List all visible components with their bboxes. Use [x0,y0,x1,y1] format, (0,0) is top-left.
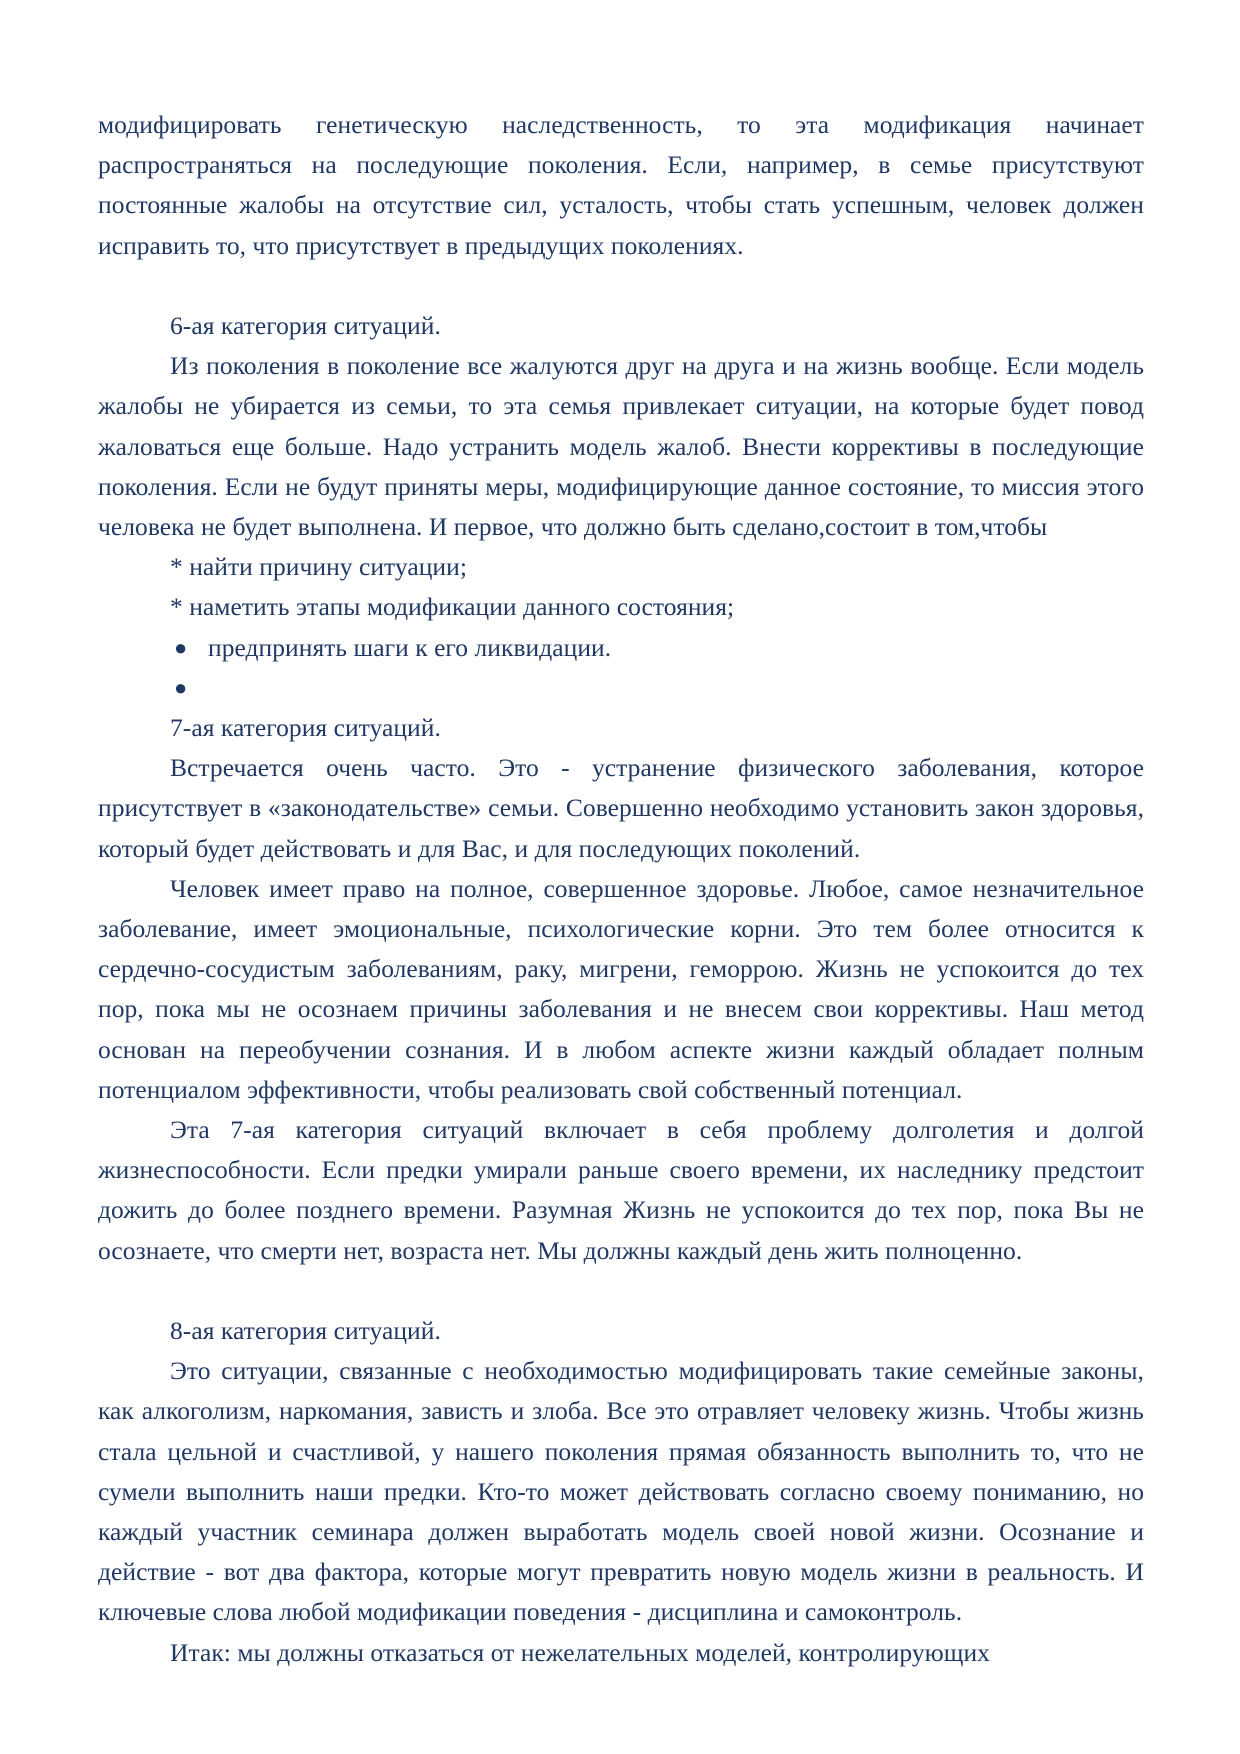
dot-bullet-text: предпринять шаги к его ликвидации. [208,632,612,662]
star-bullet-text: * найти причину ситуации; [170,552,467,582]
star-bullet-text: * наметить этапы модификации данного состояния; [170,592,735,622]
star-bullet-list [98,547,1144,627]
dot-bullet-list [98,628,1144,708]
paragraph-category-6: Из поколения в поколение все жалуются друг на друга и на жизнь вообще. Если модель жалобы не убирается из семьи, то эта семья привлекает ситуации, на которые будет повод жаловаться еще больше. Надо устранить модель жалоб. Внести коррективы в последующие поколения. Если не будут приняты меры, модифицирующие данное состояние, то миссия этого человека не будет выполнена. И первое, что должно быть сделано,состоит в том,чтобы [98,351,1144,542]
heading-category-7: 7-ая категория ситуаций. [170,713,441,743]
list-item [98,587,1144,627]
paragraph-category-7-b: Человек имеет право на полное, совершенное здоровье. Любое, самое незначительное заболевание, имеет эмоциональные, психологические корни. Это тем более относится к сердечно-сосудистым заболеваниям, раку, мигрени, геморрою. Жизнь не успокоится до тех пор, пока мы не осознаем причины заболевания и не внесем свои коррективы. Наш метод основан на переобучении сознания. И в любом аспекте жизни каждый обладает полным потенциалом эффективности, чтобы реализовать свой собственный потенциал. [98,873,1144,1104]
heading-category-6: 6-ая категория ситуаций. [170,311,441,340]
document-body [98,105,1144,1673]
list-item [98,628,1144,668]
bullet-dot-icon: ● [174,674,188,700]
list-item [98,668,1144,708]
paragraph-spacer [98,266,1144,306]
opening-paragraph: модифицировать генетическую наследственность, то эта модификация начинает распространяться на последующие поколения. Если, например, в семье присутствуют постоянные жалобы на отсутствие сил, усталость, чтобы стать успешным, человек должен исправить то, что присутствует в предыдущих поколениях. [98,110,1144,260]
paragraph-category-7-a: Встречается очень часто. Это - устранение физического заболевания, которое присутствует в «законодательстве» семьи. Совершенно необходимо установить закон здоровья, который будет действовать и для Вас, и для последующих поколений. [98,753,1144,863]
paragraph-closing: Итак: мы должны отказаться от нежелательных моделей, контролирующих [170,1637,990,1667]
paragraph-category-7-c: Эта 7-ая категория ситуаций включает в себя проблему долголетия и долгой жизнеспособности. Если предки умирали раньше своего времени, их наследнику предстоит дожить до более позднего времени. Разумная Жизнь не успокоится до тех пор, пока Вы не осознаете, что смерти нет, возраста нет. Мы должны каждый день жить полноценно. [98,1115,1144,1265]
heading-category-8: 8-ая категория ситуаций. [170,1316,441,1346]
list-item [98,547,1144,587]
paragraph-spacer [98,1271,1144,1311]
paragraph-category-8: Это ситуации, связанные с необходимостью модифицировать такие семейные законы, как алкоголизм, наркомания, зависть и злоба. Все это отравляет человеку жизнь. Чтобы жизнь стала цельной и счастливой, у нашего поколения прямая обязанность выполнить то, что не сумели выполнить наши предки. Кто-то может действовать согласно своему пониманию, но каждый участник семинара должен выработать модель своей новой жизни. Осознание и действие - вот два фактора, которые могут превратить новую модель жизни в реальность. И ключевые слова любой модификации поведения - дисциплина и самоконтроль. [98,1356,1144,1627]
bullet-dot-icon: ● [174,634,188,660]
